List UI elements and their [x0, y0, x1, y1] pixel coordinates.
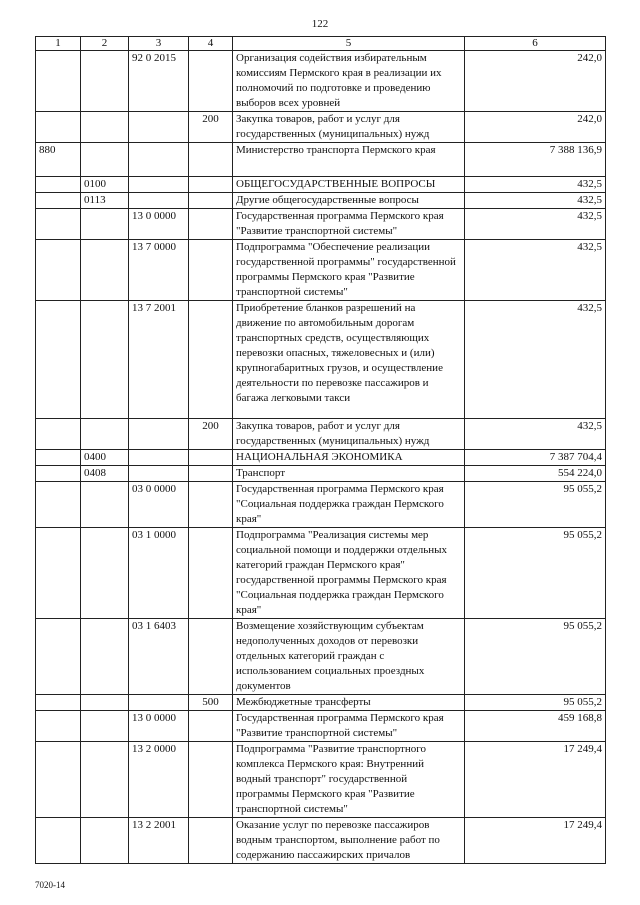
- cell-target-code: [129, 177, 189, 193]
- cell-section-code: [81, 695, 129, 711]
- cell-admin-code: [36, 695, 81, 711]
- cell-section-code: [81, 619, 129, 695]
- cell-admin-code: [36, 209, 81, 240]
- cell-expense-type: 500: [189, 695, 233, 711]
- cell-admin-code: [36, 51, 81, 112]
- cell-section-code: [81, 51, 129, 112]
- cell-section-code: [81, 112, 129, 143]
- table-row: [36, 240, 606, 301]
- cell-section-code: [81, 818, 129, 864]
- cell-admin-code: [36, 240, 81, 301]
- cell-amount: 242,0: [465, 51, 606, 112]
- cell-expense-type: [189, 143, 233, 177]
- cell-amount: 7 387 704,4: [465, 450, 606, 466]
- cell-target-code: 13 7 2001: [129, 301, 189, 419]
- col-header-2: 2: [81, 37, 129, 51]
- cell-target-code: [129, 143, 189, 177]
- budget-table: [35, 36, 606, 864]
- cell-admin-code: [36, 193, 81, 209]
- cell-target-code: [129, 466, 189, 482]
- cell-expense-type: [189, 450, 233, 466]
- cell-description: Закупка товаров, работ и услуг для государственных (муниципальных) нужд: [233, 112, 465, 143]
- table-row: [36, 419, 606, 450]
- cell-admin-code: [36, 419, 81, 450]
- cell-amount: 242,0: [465, 112, 606, 143]
- cell-section-code: [81, 143, 129, 177]
- cell-description: НАЦИОНАЛЬНАЯ ЭКОНОМИКА: [233, 450, 465, 466]
- cell-target-code: 13 7 0000: [129, 240, 189, 301]
- cell-amount: 432,5: [465, 240, 606, 301]
- cell-expense-type: [189, 466, 233, 482]
- table-row: [36, 51, 606, 112]
- cell-description: Министерство транспорта Пермского края: [233, 143, 465, 177]
- header-row: [36, 37, 606, 51]
- cell-section-code: [81, 419, 129, 450]
- cell-description: Подпрограмма "Развитие транспортного комплекса Пермского края: Внутренний водный транспорт" государственной программы Пермского края "Развитие транспортной системы": [233, 742, 465, 818]
- cell-description: Другие общегосударственные вопросы: [233, 193, 465, 209]
- cell-admin-code: 880: [36, 143, 81, 177]
- cell-amount: 95 055,2: [465, 482, 606, 528]
- cell-target-code: 13 2 0000: [129, 742, 189, 818]
- cell-description: Межбюджетные трансферты: [233, 695, 465, 711]
- cell-expense-type: [189, 301, 233, 419]
- cell-expense-type: [189, 742, 233, 818]
- cell-target-code: [129, 695, 189, 711]
- cell-amount: 7 388 136,9: [465, 143, 606, 177]
- table-row: [36, 742, 606, 818]
- cell-description: Закупка товаров, работ и услуг для государственных (муниципальных) нужд: [233, 419, 465, 450]
- cell-admin-code: [36, 466, 81, 482]
- cell-amount: 17 249,4: [465, 818, 606, 864]
- cell-expense-type: [189, 177, 233, 193]
- cell-description: Государственная программа Пермского края "Социальная поддержка граждан Пермского края": [233, 482, 465, 528]
- table-row: [36, 528, 606, 619]
- cell-target-code: [129, 112, 189, 143]
- table-row: [36, 301, 606, 419]
- cell-section-code: [81, 482, 129, 528]
- cell-amount: 95 055,2: [465, 528, 606, 619]
- table-row: [36, 177, 606, 193]
- cell-description: Государственная программа Пермского края "Развитие транспортной системы": [233, 209, 465, 240]
- cell-expense-type: [189, 711, 233, 742]
- cell-target-code: 03 1 0000: [129, 528, 189, 619]
- cell-description: Организация содействия избирательным комиссиям Пермского края в реализации их полномочий по подготовке и проведению выборов всех уровней: [233, 51, 465, 112]
- cell-description: Подпрограмма "Обеспечение реализации государственной программы" государственной программы Пермского края "Развитие транспортной системы": [233, 240, 465, 301]
- table-row: [36, 619, 606, 695]
- cell-section-code: [81, 711, 129, 742]
- table-row: [36, 482, 606, 528]
- table-row: [36, 711, 606, 742]
- cell-target-code: 92 0 2015: [129, 51, 189, 112]
- cell-expense-type: [189, 528, 233, 619]
- cell-admin-code: [36, 177, 81, 193]
- cell-admin-code: [36, 818, 81, 864]
- table-row: [36, 466, 606, 482]
- cell-admin-code: [36, 450, 81, 466]
- cell-section-code: [81, 301, 129, 419]
- cell-admin-code: [36, 482, 81, 528]
- cell-target-code: [129, 419, 189, 450]
- table-row: [36, 112, 606, 143]
- cell-expense-type: [189, 818, 233, 864]
- cell-section-code: [81, 742, 129, 818]
- table-row: [36, 818, 606, 864]
- cell-amount: 432,5: [465, 193, 606, 209]
- cell-expense-type: [189, 209, 233, 240]
- cell-target-code: 13 0 0000: [129, 711, 189, 742]
- cell-target-code: 03 1 6403: [129, 619, 189, 695]
- table-row: [36, 450, 606, 466]
- cell-admin-code: [36, 742, 81, 818]
- cell-amount: 432,5: [465, 301, 606, 419]
- cell-description: Возмещение хозяйствующим субъектам недополученных доходов от перевозки отдельных категорий граждан с использованием социальных проездных документов: [233, 619, 465, 695]
- cell-description: Государственная программа Пермского края "Развитие транспортной системы": [233, 711, 465, 742]
- cell-expense-type: [189, 482, 233, 528]
- cell-target-code: [129, 193, 189, 209]
- cell-section-code: 0100: [81, 177, 129, 193]
- cell-section-code: 0113: [81, 193, 129, 209]
- cell-amount: 432,5: [465, 209, 606, 240]
- cell-description: Оказание услуг по перевозке пассажиров водным транспортом, выполнение работ по содержанию пассажирских причалов: [233, 818, 465, 864]
- cell-amount: 432,5: [465, 177, 606, 193]
- col-header-1: 1: [36, 37, 81, 51]
- table-row: [36, 695, 606, 711]
- cell-admin-code: [36, 112, 81, 143]
- cell-expense-type: [189, 240, 233, 301]
- cell-description: Приобретение бланков разрешений на движение по автомобильным дорогам транспортных средств, осуществляющих перевозки опасных, тяжеловесных и (или) крупногабаритных грузов, и осуществление деятельности по перевозке пассажиров и багажа легковыми такси: [233, 301, 465, 419]
- col-header-4: 4: [189, 37, 233, 51]
- cell-amount: 95 055,2: [465, 695, 606, 711]
- col-header-3: 3: [129, 37, 189, 51]
- cell-admin-code: [36, 301, 81, 419]
- col-header-5: 5: [233, 37, 465, 51]
- cell-admin-code: [36, 711, 81, 742]
- page-number: 122: [311, 18, 329, 30]
- table-row: [36, 143, 606, 177]
- cell-amount: 17 249,4: [465, 742, 606, 818]
- cell-section-code: 0400: [81, 450, 129, 466]
- cell-section-code: [81, 528, 129, 619]
- cell-expense-type: 200: [189, 112, 233, 143]
- cell-target-code: 13 2 2001: [129, 818, 189, 864]
- cell-description: ОБЩЕГОСУДАРСТВЕННЫЕ ВОПРОСЫ: [233, 177, 465, 193]
- cell-section-code: [81, 240, 129, 301]
- cell-expense-type: [189, 193, 233, 209]
- table-row: [36, 193, 606, 209]
- col-header-6: 6: [465, 37, 606, 51]
- cell-expense-type: [189, 51, 233, 112]
- cell-section-code: [81, 209, 129, 240]
- cell-expense-type: [189, 619, 233, 695]
- cell-admin-code: [36, 619, 81, 695]
- cell-amount: 95 055,2: [465, 619, 606, 695]
- cell-target-code: [129, 450, 189, 466]
- cell-target-code: 13 0 0000: [129, 209, 189, 240]
- cell-section-code: 0408: [81, 466, 129, 482]
- cell-admin-code: [36, 528, 81, 619]
- cell-amount: 459 168,8: [465, 711, 606, 742]
- table-row: [36, 209, 606, 240]
- cell-target-code: 03 0 0000: [129, 482, 189, 528]
- cell-amount: 432,5: [465, 419, 606, 450]
- cell-amount: 554 224,0: [465, 466, 606, 482]
- footer-code: 7020-14: [35, 880, 65, 890]
- cell-description: Транспорт: [233, 466, 465, 482]
- cell-description: Подпрограмма "Реализация системы мер социальной помощи и поддержки отдельных категорий граждан Пермского края" государственной программы Пермского края "Социальная поддержка граждан Пермского края": [233, 528, 465, 619]
- cell-expense-type: 200: [189, 419, 233, 450]
